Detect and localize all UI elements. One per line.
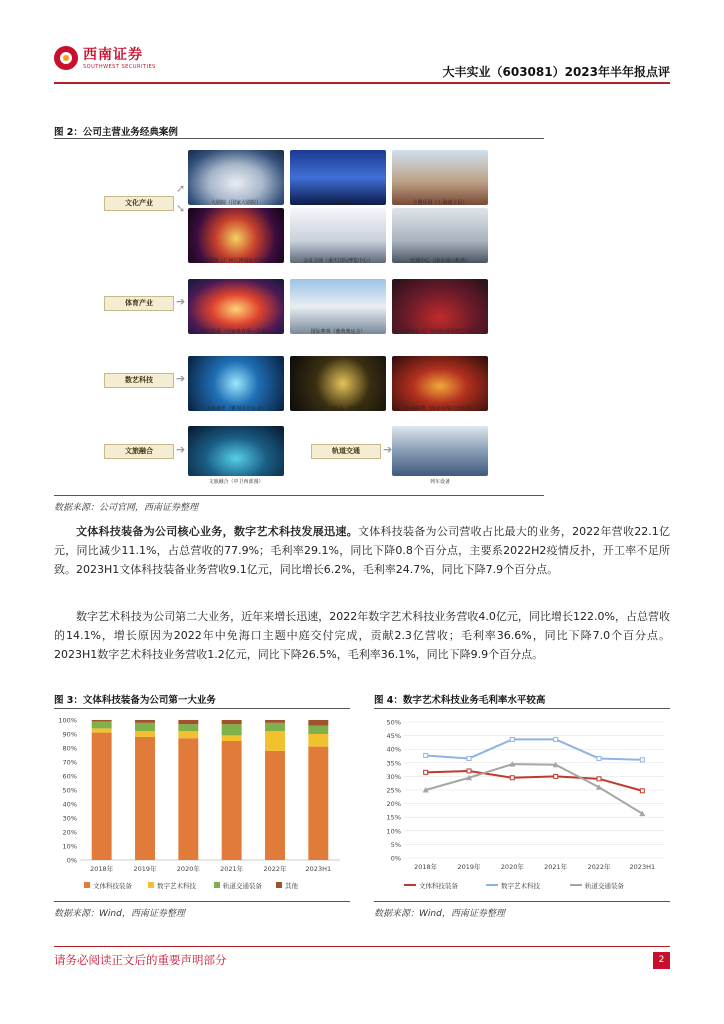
paragraph-1-body: 文体科技装备为公司营收占比最大的业务，2022年营收22.1亿元，同比减少11.1%，占总营收的77.9%；毛利率29.1%，同比下降0.8个百分点，主要系2022H2疫情反扑，开工率不足所致。2023H1文体科技装备业务营收9.1亿元，同比增长6.2%，毛利率24.7%，同比下降7.9个百分点。 (54, 525, 670, 576)
caption: 防 投影秀（南京中华门光影秀） (404, 406, 476, 412)
bar-segment (178, 738, 198, 860)
data-point (597, 756, 601, 760)
legend-label: 其他 (285, 882, 298, 890)
legend-label: 数字艺术科技 (501, 882, 540, 890)
legend-swatch (148, 882, 154, 888)
footer-divider (54, 946, 670, 947)
y-tick-label: 0% (390, 854, 401, 863)
logo-subtext: SOUTHWEST SECURITIES (83, 64, 156, 70)
x-tick-label: 2019年 (133, 865, 157, 873)
bar-segment (265, 723, 285, 731)
caption: 体育中心（广州国际体育演艺中心） (399, 329, 480, 335)
x-tick-label: 2023H1 (629, 863, 656, 871)
bar-segment (265, 720, 285, 723)
photo-grand-theatre (188, 150, 284, 205)
photo-birds-nest (188, 279, 284, 334)
y-tick-label: 10% (386, 827, 401, 836)
x-tick-label: 2019年 (457, 863, 481, 871)
paragraph-1-lead: 文体科技装备为公司核心业务，数字艺术科技发展迅速。 (76, 525, 358, 538)
arrow-icon: ➔ (176, 372, 186, 385)
x-tick-label: 2018年 (414, 863, 438, 871)
fig3-source: 数据来源：Wind，西南证券整理 (54, 909, 185, 919)
paragraph-1 (54, 522, 670, 579)
bar-segment (92, 721, 112, 728)
fig3-title: 图 3：文体科技装备为公司第一大业务 (54, 695, 216, 706)
caption: 艺术中心（苏州艺术中心） (307, 200, 368, 206)
fig4-chart (374, 710, 670, 900)
data-point (554, 737, 558, 741)
y-tick-label: 90% (62, 730, 77, 739)
bar-segment (265, 731, 285, 751)
legend-label: 数字艺术科技 (157, 882, 196, 890)
bar-segment (92, 728, 112, 732)
arrow-icon: ➚ (176, 182, 186, 195)
bar-segment (92, 720, 112, 721)
caption: 会议会展（重庆国际博览中心） (302, 258, 373, 264)
photo-guangzhou-arena (392, 279, 488, 334)
y-tick-label: 20% (386, 800, 401, 809)
bar-segment (222, 735, 242, 741)
legend-label: 轨道交通装备 (223, 882, 262, 890)
y-tick-label: 70% (62, 758, 77, 767)
category-culture: 文化产业 (104, 196, 174, 211)
caption: 场馆集成（国家体育场—鸟巢） (200, 329, 271, 335)
caption: 马戏剧场（广州长隆国际大马戏） (198, 258, 274, 264)
y-tick-label: 40% (62, 800, 77, 809)
y-tick-label: 20% (62, 828, 77, 837)
logo-mark-icon (54, 46, 78, 70)
footer-disclaimer: 请务必阅读正文后的重要声明部分 (54, 953, 227, 967)
company-logo (54, 42, 164, 76)
report-title: 大丰实业（603081）2023年半年报点评 (442, 65, 670, 79)
bar-segment (222, 741, 242, 860)
caption: 大剧院（国家大剧院） (210, 200, 261, 206)
bar-segment (222, 720, 242, 724)
bar-segment (308, 720, 328, 726)
arrow-icon: ➔ (383, 443, 393, 456)
data-point (424, 753, 428, 757)
y-tick-label: 45% (386, 732, 401, 741)
fig3-stacked-bar-chart (54, 710, 350, 900)
arrow-icon: ➘ (176, 202, 186, 215)
fig4-line-chart (374, 710, 670, 900)
bar-segment (222, 724, 242, 735)
y-tick-label: 0% (66, 856, 77, 865)
caption: 国际赛事（雅典奥运会） (310, 329, 366, 335)
x-tick-label: 2022年 (587, 863, 611, 871)
category-sports: 体育产业 (104, 296, 174, 311)
category-rail-transit: 轨道交通 (311, 444, 381, 459)
fig4-title: 图 4：数字艺术科技业务毛利率水平较高 (374, 695, 546, 706)
y-tick-label: 80% (62, 744, 77, 753)
legend-swatch (214, 882, 220, 888)
caption: 列车设备 (429, 479, 450, 485)
fig2-source: 数据来源：公司官网，西南证券整理 (54, 503, 199, 513)
arrow-icon: ➔ (176, 295, 186, 308)
x-tick-label: 2021年 (544, 863, 568, 871)
data-point (467, 756, 471, 760)
fig2-title: 图 2：公司主营业务经典案例 (54, 127, 178, 138)
bar-segment (135, 723, 155, 731)
caption: 旅游演艺（丝书 · 今生缘） (308, 406, 368, 412)
caption: 文体盛世（雅加达亚运会） (205, 406, 266, 412)
y-tick-label: 100% (58, 716, 77, 725)
x-tick-label: 2022年 (263, 865, 287, 873)
category-cultural-tourism: 文旅融合 (104, 444, 174, 459)
x-tick-label: 2018年 (90, 865, 114, 873)
photo-shanghai-disney (392, 150, 488, 205)
arrow-icon: ➔ (176, 443, 186, 456)
logo-text: 西南证券 (83, 47, 143, 63)
fig4-top-rule (374, 708, 670, 709)
photo-light-show (392, 356, 488, 411)
data-point (640, 789, 644, 793)
data-point (510, 737, 514, 741)
y-tick-label: 10% (62, 842, 77, 851)
bar-segment (178, 731, 198, 738)
fig4-source: 数据来源：Wind，西南证券整理 (374, 909, 505, 919)
photo-airport (392, 208, 488, 263)
bar-segment (308, 726, 328, 734)
header-divider (54, 82, 670, 84)
y-tick-label: 25% (386, 786, 401, 795)
y-tick-label: 60% (62, 772, 77, 781)
data-point (424, 770, 428, 774)
bar-segment (308, 747, 328, 860)
legend-label: 文体科技装备 (93, 882, 132, 890)
y-tick-label: 5% (390, 840, 401, 849)
legend-label: 文体科技装备 (419, 882, 458, 890)
y-tick-label: 30% (62, 814, 77, 823)
photo-train-interior (392, 426, 488, 476)
data-point (510, 776, 514, 780)
photo-zhongwei-park (188, 426, 284, 476)
bar-segment (135, 737, 155, 860)
photo-asian-games (188, 356, 284, 411)
photo-circus-theatre (188, 208, 284, 263)
y-tick-label: 30% (386, 772, 401, 781)
x-tick-label: 2021年 (220, 865, 244, 873)
y-tick-label: 40% (386, 745, 401, 754)
category-digital-art: 数艺科技 (104, 373, 174, 388)
photo-suzhou-art-center (290, 150, 386, 205)
y-tick-label: 35% (386, 759, 401, 768)
fig3-top-rule (54, 708, 350, 709)
bar-segment (178, 724, 198, 731)
y-tick-label: 50% (386, 718, 401, 727)
photo-athens-stadium (290, 279, 386, 334)
bar-segment (265, 751, 285, 860)
caption: 文旅融合（中卫西部漫） (208, 479, 264, 485)
bar-segment (178, 720, 198, 724)
legend-label: 轨道交通装备 (585, 882, 624, 890)
page-number: 2 (653, 952, 670, 969)
data-point (554, 774, 558, 778)
fig3-bottom-rule (54, 901, 350, 902)
fig2-bottom-rule (54, 495, 544, 496)
paragraph-2: 数字艺术科技为公司第二大业务，近年来增长迅速，2022年数字艺术科技业务营收4.0亿元，同比增长122.0%，占总营收的14.1%，增长原因为2022年中免海口主题中庭交付完成，贡献2.3亿营收；毛利率36.6%，同比下降7.0个百分点。2023H1数字艺术科技业务营收1.2亿元，同比下降26.5%，毛利率36.1%，同比下降9.9个百分点。 (54, 610, 670, 661)
fig4-bottom-rule (374, 901, 670, 902)
series-line (426, 739, 643, 759)
data-point (640, 758, 644, 762)
caption: 交通中心（南京禄口机场） (409, 258, 470, 264)
y-tick-label: 50% (62, 786, 77, 795)
caption: 主题乐园（上海迪士尼） (412, 200, 468, 206)
x-tick-label: 2020年 (500, 863, 524, 871)
bar-segment (308, 734, 328, 747)
x-tick-label: 2023H1 (305, 865, 332, 873)
bar-segment (135, 731, 155, 737)
data-point (597, 777, 601, 781)
bar-segment (92, 733, 112, 860)
bar-segment (135, 720, 155, 723)
legend-swatch (84, 882, 90, 888)
fig3-chart (54, 710, 350, 900)
data-point (467, 769, 471, 773)
photo-expo-center (290, 208, 386, 263)
x-tick-label: 2020年 (176, 865, 200, 873)
y-tick-label: 15% (386, 813, 401, 822)
fig2-case-grid (54, 138, 544, 493)
legend-swatch (276, 882, 282, 888)
photo-tourism-show (290, 356, 386, 411)
